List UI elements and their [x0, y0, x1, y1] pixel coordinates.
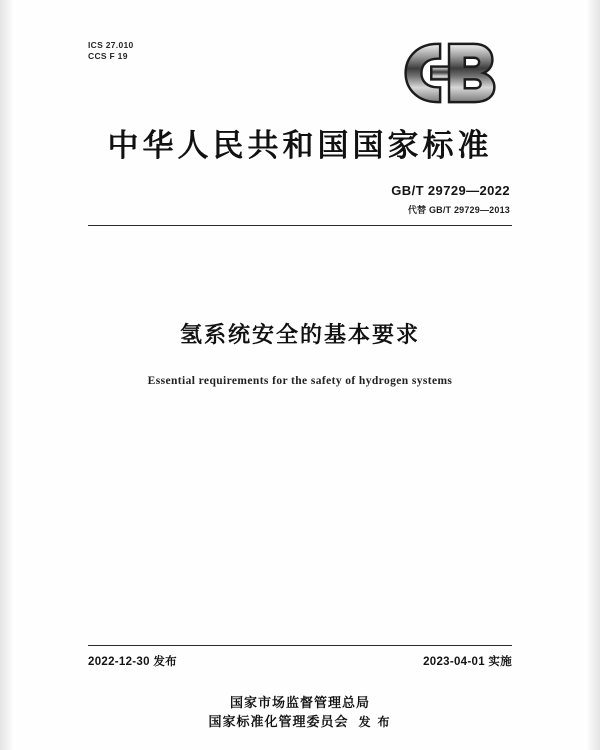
dates-row	[88, 653, 512, 669]
issuer-block	[88, 693, 512, 732]
ics-block	[88, 40, 134, 62]
standard-series-title: 中华人民共和国国家标准	[107, 128, 493, 163]
title-zone	[88, 318, 512, 387]
issue-date: 2022-12-30 发布	[88, 656, 177, 668]
footer-divider	[88, 645, 512, 646]
issuer-line-2-row	[88, 712, 512, 732]
implement-date: 2023-04-01 实施	[423, 656, 512, 668]
issuer-publish-label: 发 布	[358, 715, 392, 729]
cover-content	[88, 36, 512, 730]
standard-code-block	[88, 183, 512, 216]
issuer-line-1: 国家市场监督管理总局	[229, 695, 370, 710]
ics-code: ICS 27.010	[88, 40, 134, 50]
gb-logo-icon	[390, 36, 510, 110]
header-row	[88, 36, 512, 114]
header-divider	[88, 225, 512, 226]
issuer-line-2: 国家标准化管理委员会	[208, 714, 349, 729]
ccs-code: CCS F 19	[88, 51, 128, 61]
cover-footer	[88, 645, 512, 732]
replaces-code: 代替 GB/T 29729—2013	[407, 205, 510, 215]
document-title-en: Essential requirements for the safety of hydrogen systems	[147, 375, 453, 387]
document-title-cn: 氢系统安全的基本要求	[179, 322, 420, 347]
standard-code: GB/T 29729—2022	[391, 183, 510, 198]
